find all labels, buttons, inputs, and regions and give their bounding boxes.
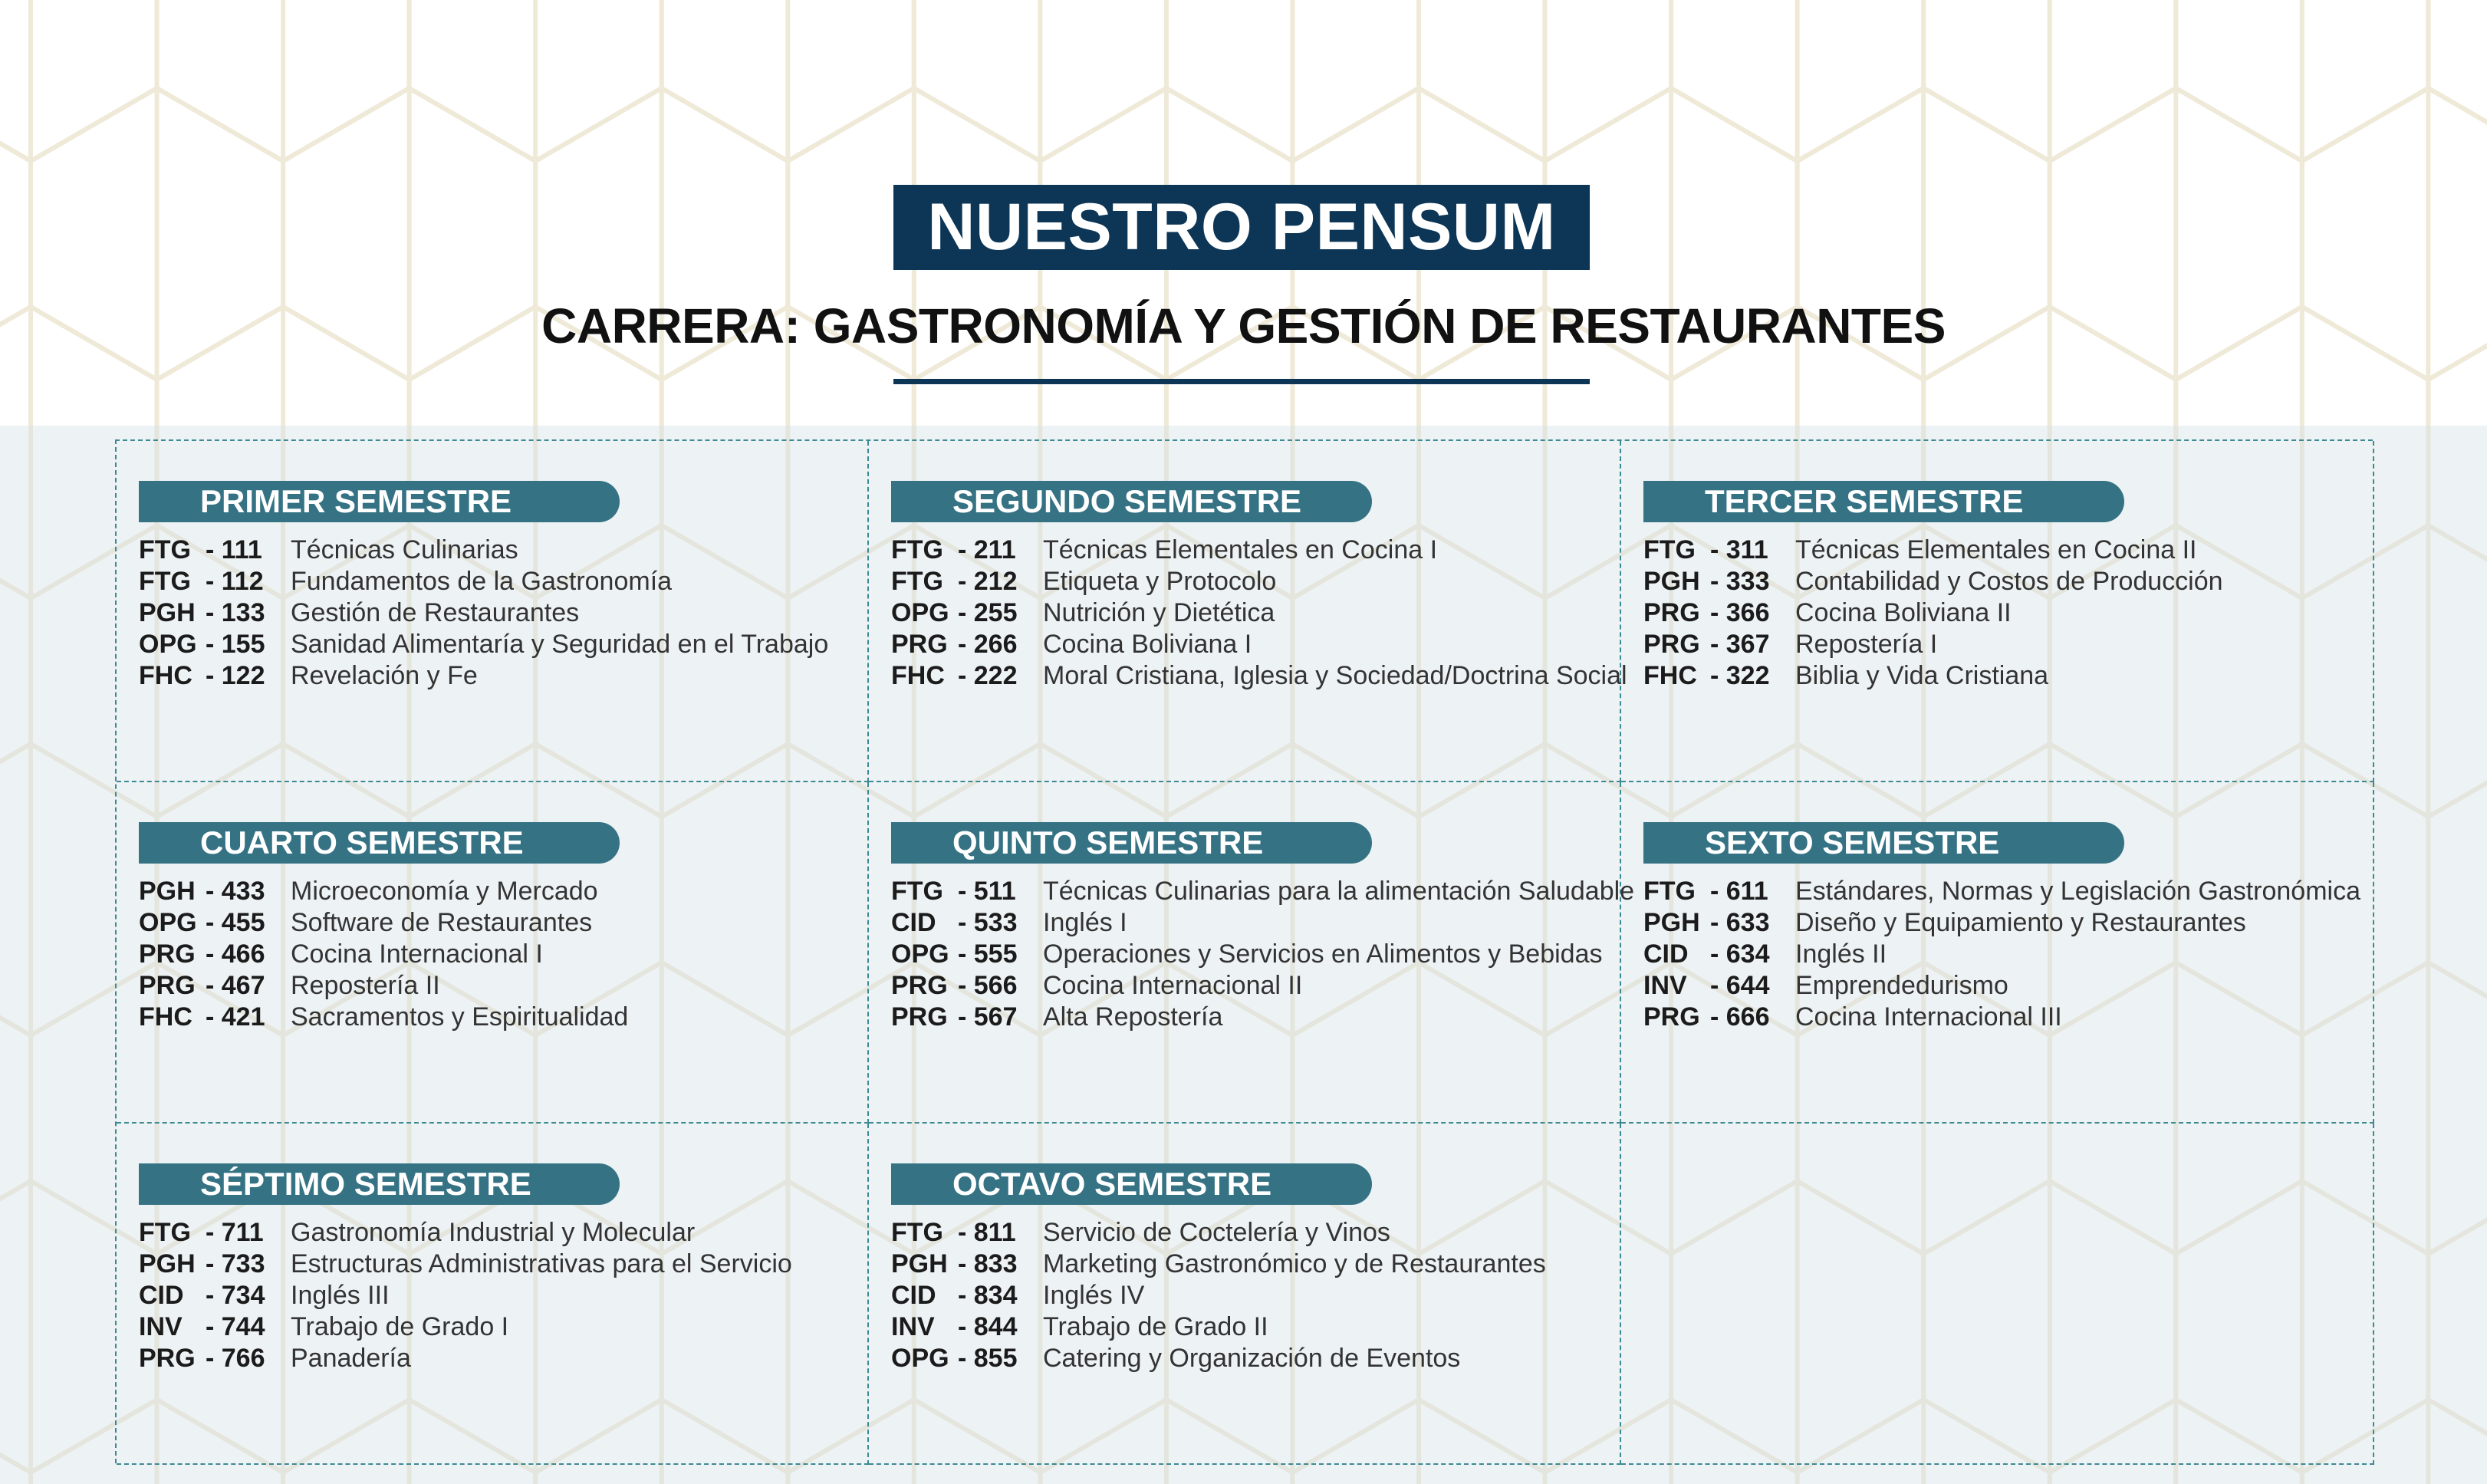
course-number: - 733: [206, 1249, 265, 1278]
course-row: [891, 939, 1634, 970]
course-name: Servicio de Coctelería y Vinos: [1043, 1218, 1390, 1247]
course-number: - 112: [206, 567, 264, 596]
course-prefix: INV: [1643, 971, 1687, 1000]
course-prefix: PRG: [139, 971, 196, 1000]
course-name: Software de Restaurantes: [291, 908, 593, 937]
course-row: [891, 970, 1634, 1002]
course-number: - 833: [958, 1249, 1018, 1278]
course-number: - 222: [958, 661, 1018, 690]
course-prefix: PGH: [139, 598, 196, 627]
course-name: Contabilidad y Costos de Producción: [1795, 567, 2223, 596]
course-number: - 567: [958, 1002, 1018, 1032]
course-prefix: OPG: [139, 630, 197, 659]
course-name: Inglés IV: [1043, 1281, 1145, 1310]
course-row: [891, 535, 1627, 566]
course-prefix: PRG: [1643, 1002, 1700, 1032]
course-row: [891, 1002, 1634, 1033]
course-name: Técnicas Culinarias: [291, 535, 518, 564]
course-number: - 611: [1710, 877, 1768, 906]
semester-title: PRIMER SEMESTRE: [139, 481, 620, 522]
course-number: - 433: [206, 877, 265, 906]
course-name: Cocina Internacional III: [1795, 1002, 2062, 1032]
course-number: - 311: [1710, 535, 1768, 564]
course-prefix: FTG: [891, 567, 943, 596]
career-subtitle: CARRERA: GASTRONOMÍA Y GESTIÓN DE RESTAURANTES: [541, 298, 1946, 354]
semester-cell: [117, 1124, 869, 1465]
course-row: [139, 597, 828, 629]
course-prefix: FHC: [891, 661, 945, 690]
course-row: [891, 1217, 1546, 1249]
semester-cell: [1621, 441, 2374, 782]
course-number: - 634: [1710, 939, 1770, 969]
course-prefix: PGH: [139, 877, 196, 906]
course-list: [139, 1217, 792, 1374]
course-prefix: FHC: [139, 1002, 192, 1032]
course-row: [1643, 876, 2360, 907]
course-row: [891, 1311, 1546, 1343]
course-name: Cocina Internacional II: [1043, 971, 1303, 1000]
course-row: [1643, 907, 2360, 939]
course-prefix: FTG: [891, 535, 943, 564]
course-row: [139, 970, 628, 1002]
course-number: - 322: [1710, 661, 1770, 690]
course-prefix: OPG: [139, 908, 197, 937]
course-name: Cocina Internacional I: [291, 939, 543, 969]
course-row: [1643, 566, 2223, 597]
course-name: Moral Cristiana, Iglesia y Sociedad/Doctrina Social: [1043, 661, 1627, 690]
course-row: [1643, 535, 2223, 566]
course-prefix: FTG: [139, 567, 191, 596]
course-row: [139, 907, 628, 939]
course-number: - 555: [958, 939, 1018, 969]
course-prefix: INV: [891, 1312, 935, 1341]
course-number: - 467: [206, 971, 265, 1000]
course-row: [139, 535, 828, 566]
course-name: Sanidad Alimentaría y Seguridad en el Trabajo: [291, 630, 829, 659]
course-number: - 333: [1710, 567, 1770, 596]
course-row: [891, 597, 1627, 629]
course-row: [1643, 1002, 2360, 1033]
course-row: [891, 907, 1634, 939]
semester-cell: [869, 441, 1627, 782]
course-list: [139, 535, 828, 692]
course-name: Estructuras Administrativas para el Servicio: [291, 1249, 792, 1278]
course-row: [891, 1343, 1546, 1374]
course-number: - 766: [206, 1344, 265, 1373]
course-prefix: PGH: [139, 1249, 196, 1278]
course-number: - 855: [958, 1344, 1018, 1373]
course-prefix: CID: [891, 1281, 936, 1310]
course-prefix: INV: [139, 1312, 183, 1341]
semester-title: OCTAVO SEMESTRE: [891, 1163, 1372, 1205]
course-name: Repostería II: [291, 971, 440, 1000]
course-row: [139, 1343, 792, 1374]
course-name: Cocina Boliviana I: [1043, 630, 1252, 659]
course-prefix: FHC: [139, 661, 192, 690]
course-number: - 644: [1710, 971, 1770, 1000]
course-name: Biblia y Vida Cristiana: [1795, 661, 2049, 690]
course-prefix: CID: [891, 908, 936, 937]
course-name: Emprendedurismo: [1795, 971, 2008, 1000]
course-name: Gestión de Restaurantes: [291, 598, 580, 627]
course-name: Gastronomía Industrial y Molecular: [291, 1218, 696, 1247]
course-name: Técnicas Culinarias para la alimentación Saludable: [1043, 877, 1635, 906]
semester-title: SÉPTIMO SEMESTRE: [139, 1163, 620, 1205]
course-prefix: PRG: [1643, 598, 1700, 627]
course-list: [891, 1217, 1546, 1374]
course-number: - 711: [206, 1218, 264, 1247]
course-row: [139, 876, 628, 907]
course-number: - 455: [206, 908, 265, 937]
course-prefix: FTG: [139, 535, 191, 564]
course-list: [1643, 876, 2360, 1033]
course-prefix: OPG: [891, 598, 949, 627]
course-prefix: PRG: [1643, 630, 1700, 659]
semester-title: TERCER SEMESTRE: [1643, 481, 2124, 522]
course-prefix: FTG: [891, 1218, 943, 1247]
course-prefix: FTG: [139, 1218, 191, 1247]
course-name: Técnicas Elementales en Cocina I: [1043, 535, 1438, 564]
semester-title: SEXTO SEMESTRE: [1643, 822, 2124, 864]
course-number: - 566: [958, 971, 1018, 1000]
course-row: [139, 1280, 792, 1311]
course-prefix: PRG: [139, 939, 196, 969]
course-number: - 734: [206, 1281, 265, 1310]
course-prefix: PGH: [891, 1249, 948, 1278]
course-number: - 366: [1710, 598, 1770, 627]
course-row: [139, 1249, 792, 1280]
course-number: - 133: [206, 598, 265, 627]
course-list: [139, 876, 628, 1033]
course-number: - 811: [958, 1218, 1016, 1247]
course-row: [891, 629, 1627, 660]
semester-cell: [117, 782, 869, 1124]
course-row: [891, 660, 1627, 692]
course-prefix: PGH: [1643, 567, 1700, 596]
course-row: [139, 1217, 792, 1249]
course-name: Panadería: [291, 1344, 411, 1373]
course-row: [139, 1002, 628, 1033]
course-row: [891, 1249, 1546, 1280]
course-number: - 155: [206, 630, 265, 659]
course-number: - 666: [1710, 1002, 1770, 1032]
course-row: [139, 939, 628, 970]
course-number: - 266: [958, 630, 1018, 659]
course-row: [1643, 629, 2223, 660]
course-number: - 533: [958, 908, 1018, 937]
course-number: - 633: [1710, 908, 1770, 937]
course-name: Sacramentos y Espiritualidad: [291, 1002, 629, 1032]
course-name: Trabajo de Grado I: [291, 1312, 509, 1341]
course-name: Etiqueta y Protocolo: [1043, 567, 1277, 596]
semester-cell: [869, 782, 1635, 1124]
course-name: Nutrición y Dietética: [1043, 598, 1275, 627]
page-title: NUESTRO PENSUM: [893, 185, 1590, 270]
course-number: - 212: [958, 567, 1018, 596]
course-row: [1643, 660, 2223, 692]
empty-cell: [1621, 1124, 2374, 1465]
course-number: - 466: [206, 939, 265, 969]
course-name: Trabajo de Grado II: [1043, 1312, 1268, 1341]
course-name: Alta Repostería: [1043, 1002, 1223, 1032]
semester-cell: [117, 441, 869, 782]
course-name: Catering y Organización de Eventos: [1043, 1344, 1461, 1373]
course-number: - 421: [206, 1002, 265, 1032]
course-row: [139, 566, 828, 597]
semester-grid: [115, 439, 2373, 1463]
course-name: Estándares, Normas y Legislación Gastronómica: [1795, 877, 2360, 906]
course-name: Fundamentos de la Gastronomía: [291, 567, 673, 596]
title-underline: [893, 379, 1590, 384]
course-name: Inglés I: [1043, 908, 1127, 937]
course-row: [891, 1280, 1546, 1311]
course-row: [139, 660, 828, 692]
course-number: - 844: [958, 1312, 1018, 1341]
course-name: Revelación y Fe: [291, 661, 478, 690]
course-name: Marketing Gastronómico y de Restaurantes: [1043, 1249, 1546, 1278]
semester-cell: [869, 1124, 1621, 1465]
course-prefix: PRG: [139, 1344, 196, 1373]
course-number: - 511: [958, 877, 1016, 906]
course-prefix: FTG: [1643, 535, 1696, 564]
semester-title: QUINTO SEMESTRE: [891, 822, 1372, 864]
course-prefix: PGH: [1643, 908, 1700, 937]
course-prefix: PRG: [891, 971, 948, 1000]
course-prefix: CID: [139, 1281, 184, 1310]
course-name: Cocina Boliviana II: [1795, 598, 2012, 627]
course-name: Inglés III: [291, 1281, 390, 1310]
course-number: - 255: [958, 598, 1018, 627]
course-prefix: FTG: [891, 877, 943, 906]
course-name: Microeconomía y Mercado: [291, 877, 598, 906]
course-prefix: PRG: [891, 1002, 948, 1032]
course-name: Diseño y Equipamiento y Restaurantes: [1795, 908, 2246, 937]
course-number: - 211: [958, 535, 1016, 564]
course-prefix: FTG: [1643, 877, 1696, 906]
course-number: - 111: [206, 535, 262, 564]
course-row: [1643, 970, 2360, 1002]
course-name: Repostería I: [1795, 630, 1938, 659]
course-number: - 367: [1710, 630, 1770, 659]
course-prefix: OPG: [891, 1344, 949, 1373]
course-prefix: OPG: [891, 939, 949, 969]
course-row: [139, 1311, 792, 1343]
semester-title: CUARTO SEMESTRE: [139, 822, 620, 864]
course-list: [1643, 535, 2223, 692]
course-list: [891, 876, 1634, 1033]
course-prefix: FHC: [1643, 661, 1697, 690]
course-row: [139, 629, 828, 660]
course-number: - 834: [958, 1281, 1018, 1310]
course-number: - 122: [206, 661, 265, 690]
course-number: - 744: [206, 1312, 265, 1341]
course-list: [891, 535, 1627, 692]
course-prefix: PRG: [891, 630, 948, 659]
course-row: [891, 876, 1634, 907]
course-prefix: CID: [1643, 939, 1689, 969]
course-name: Operaciones y Servicios en Alimentos y Bebidas: [1043, 939, 1603, 969]
course-row: [1643, 597, 2223, 629]
course-row: [1643, 939, 2360, 970]
semester-title: SEGUNDO SEMESTRE: [891, 481, 1372, 522]
course-name: Técnicas Elementales en Cocina II: [1795, 535, 2197, 564]
course-row: [891, 566, 1627, 597]
semester-cell: [1621, 782, 2374, 1124]
course-name: Inglés II: [1795, 939, 1887, 969]
